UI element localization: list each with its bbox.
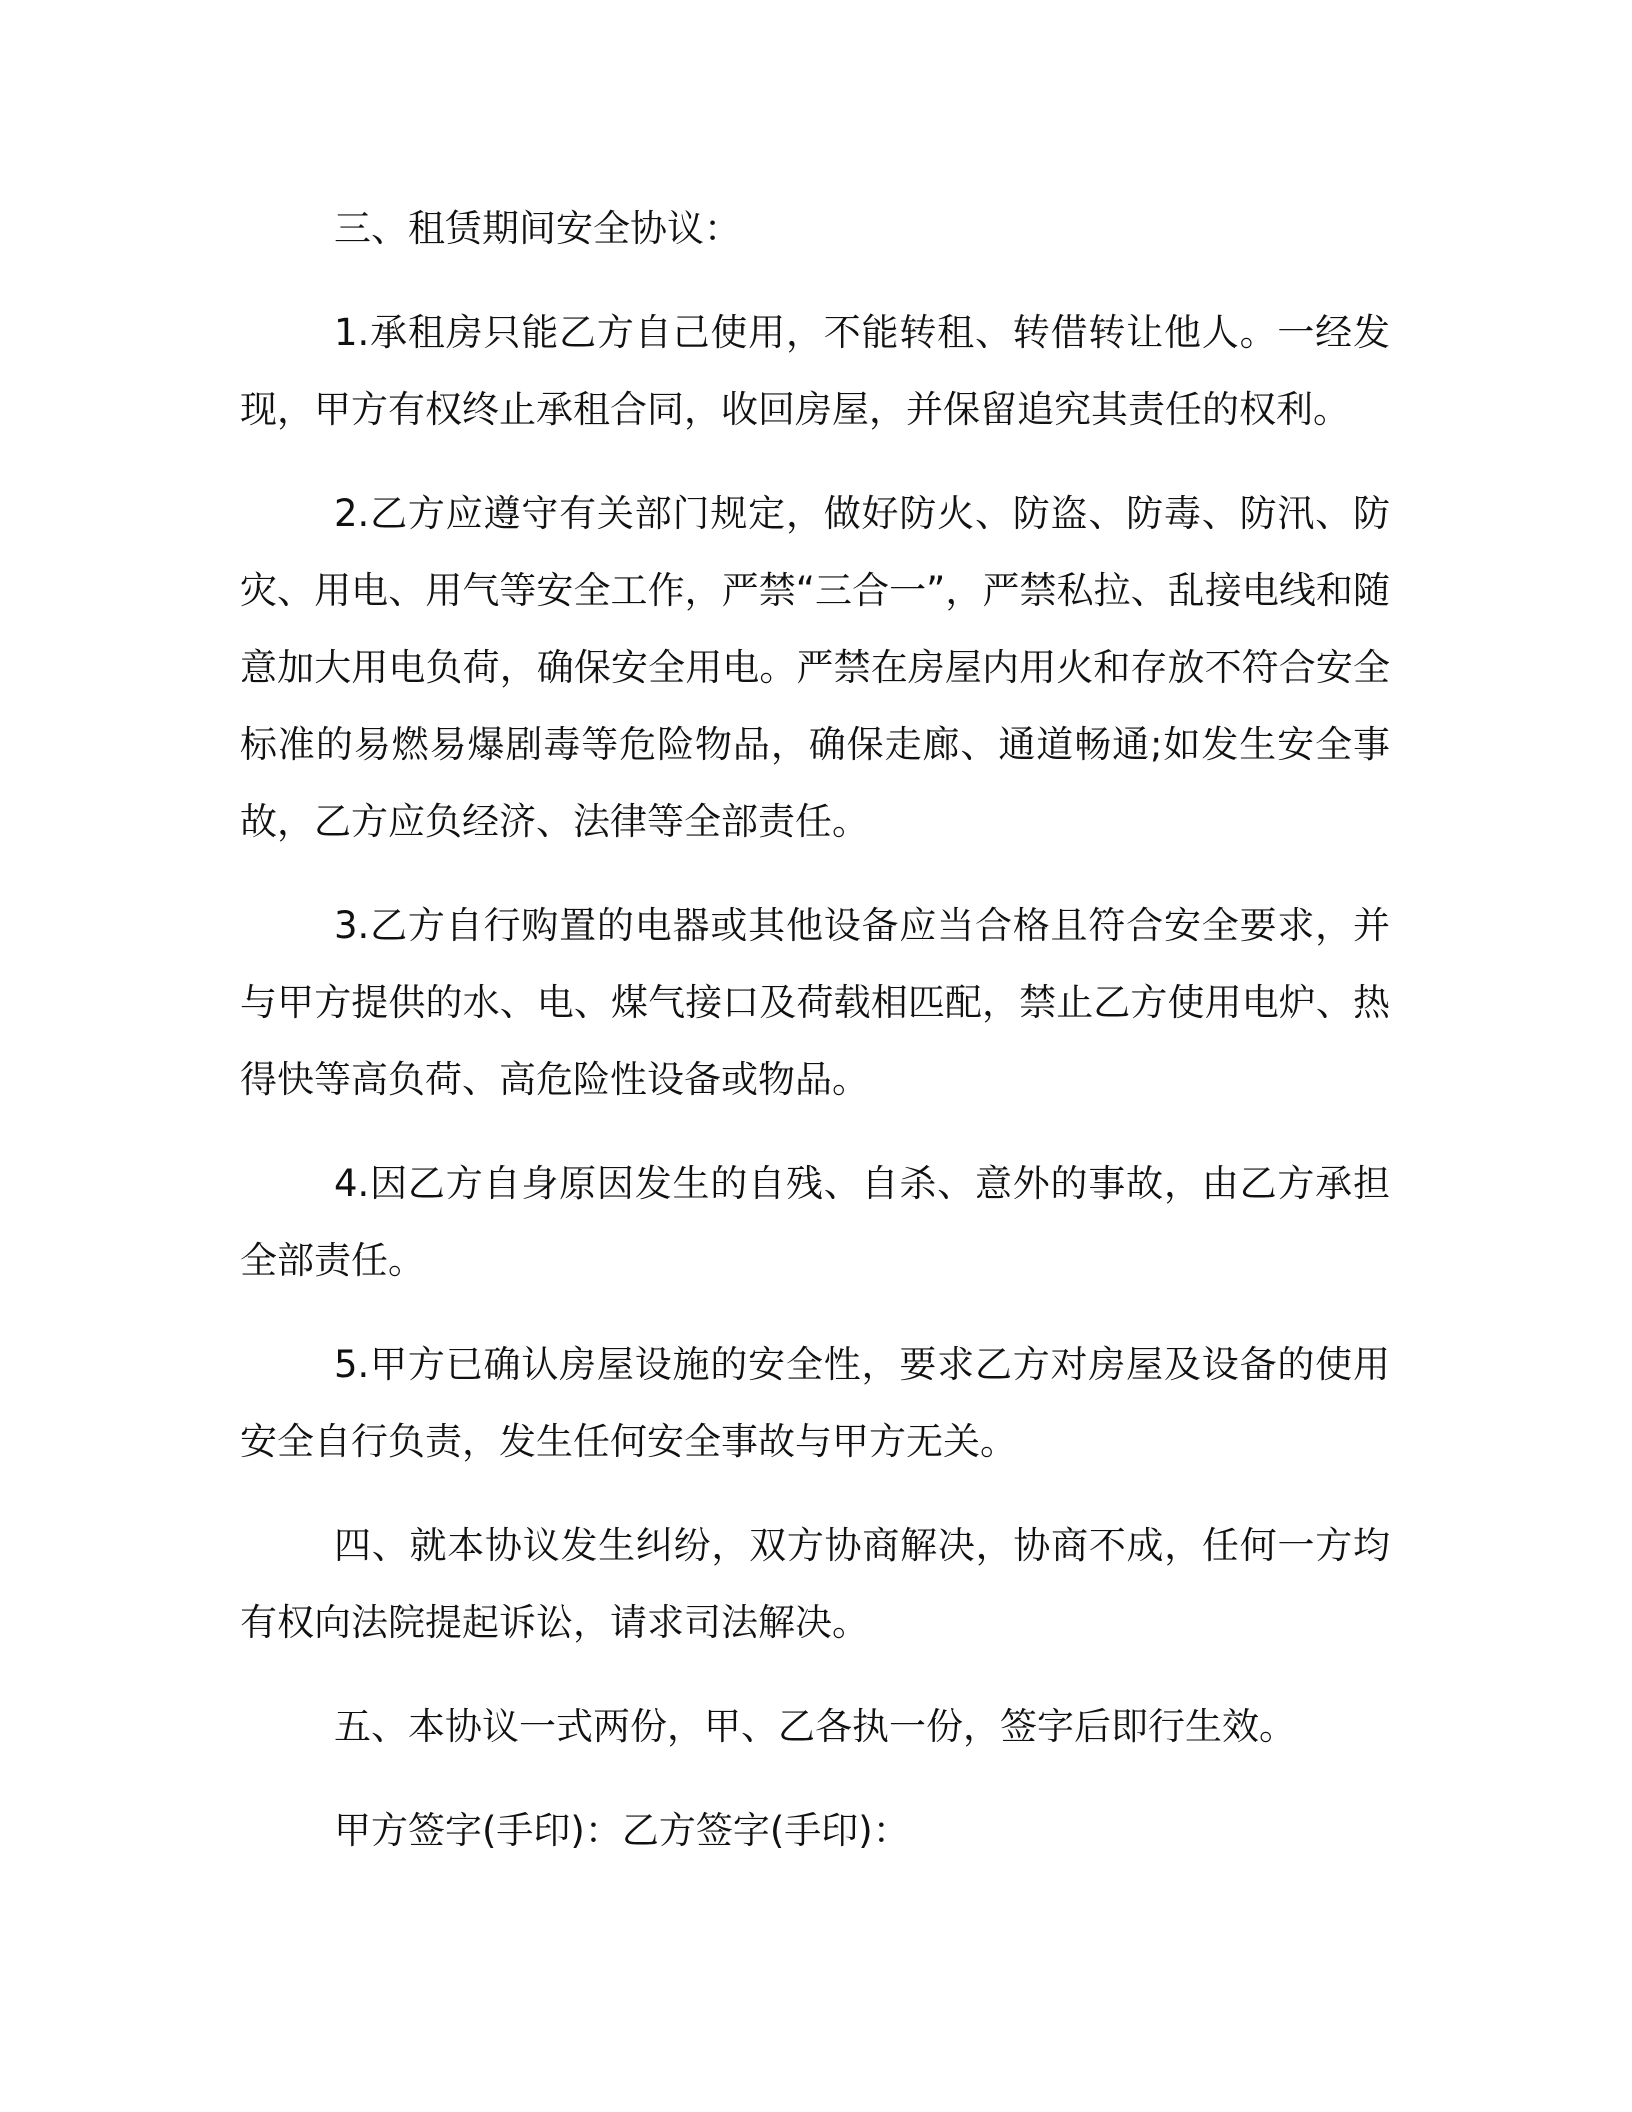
section-heading-three: 三、租赁期间安全协议： <box>334 207 741 250</box>
section-five-copies: 五、本协议一式两份，甲、乙各执一份，签字后即行生效。 <box>334 1705 1296 1748</box>
clause-2: 2.乙方应遵守有关部门规定，做好防火、防盗、防毒、防汛、防灾、用电、用气等安全工作，严禁“三合一”，严禁私拉、乱接电线和随意加大用电负荷，确保安全用电。严禁在房屋内用火和存放不符合安全标准的易燃易爆剧毒等危险物品，确保走廊、通道畅通;如发生安全事故，乙方应负经济、法律等全部责任。 <box>240 492 1390 843</box>
signature-line: 甲方签字(手印)：乙方签字(手印)： <box>334 1809 910 1852</box>
document-page <box>240 190 1390 1869</box>
clause-4: 4.因乙方自身原因发生的自残、自杀、意外的事故，由乙方承担全部责任。 <box>240 1162 1390 1282</box>
clause-5: 5.甲方已确认房屋设施的安全性，要求乙方对房屋及设备的使用安全自行负责，发生任何安全事故与甲方无关。 <box>240 1343 1390 1463</box>
clause-1: 1.承租房只能乙方自己使用，不能转租、转借转让他人。一经发现，甲方有权终止承租合同，收回房屋，并保留追究其责任的权利。 <box>240 311 1390 431</box>
clause-3: 3.乙方自行购置的电器或其他设备应当合格且符合安全要求，并与甲方提供的水、电、煤气接口及荷载相匹配，禁止乙方使用电炉、热得快等高负荷、高危险性设备或物品。 <box>240 904 1390 1101</box>
section-four-dispute: 四、就本协议发生纠纷，双方协商解决，协商不成，任何一方均有权向法院提起诉讼，请求司法解决。 <box>240 1524 1390 1644</box>
